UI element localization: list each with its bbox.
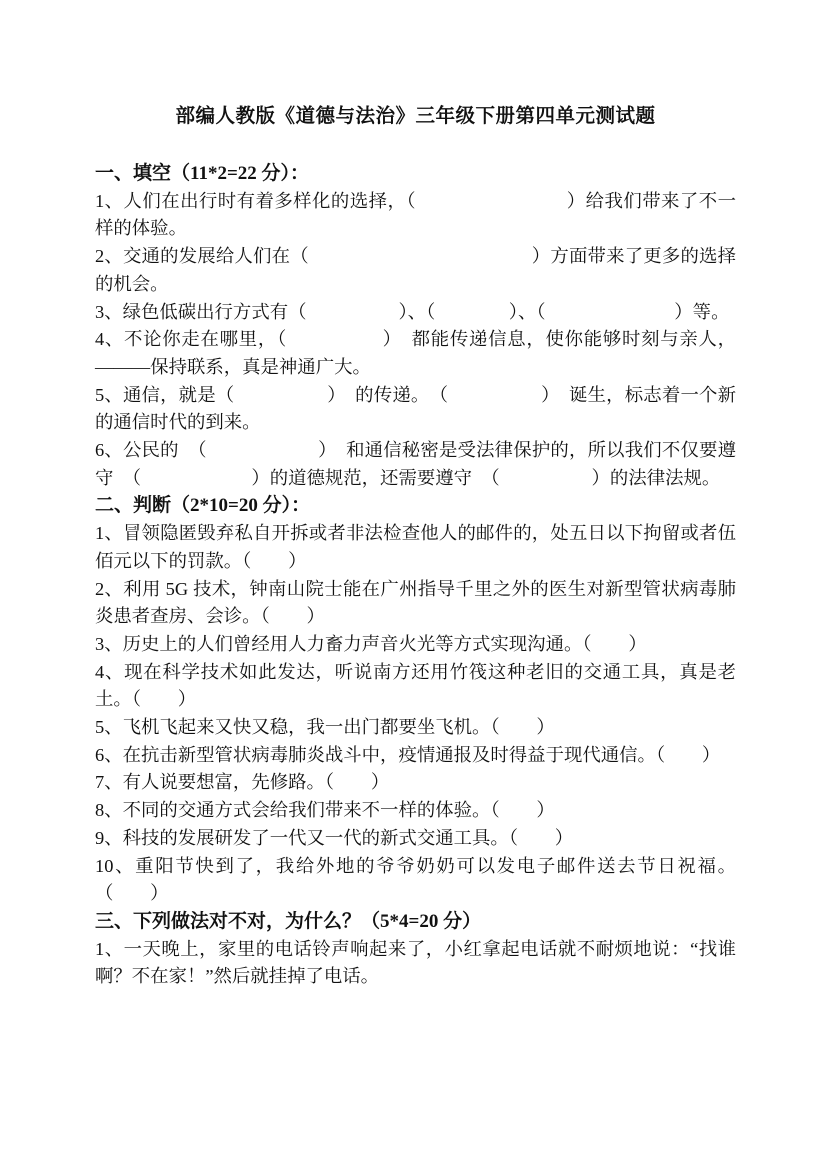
question-item: 9、科技的发展研发了一代又一代的新式交通工具。（ ） xyxy=(95,827,574,848)
question-item: 2、交通的发展给人们在（ ）方面带来了更多的选择的机会。 xyxy=(95,246,736,294)
question-item: 2、利用 5G 技术，钟南山院士能在广州指导千里之外的医生对新型管状病毒肺炎患者查房、会诊。（ ） xyxy=(95,578,736,627)
section-heading: 一、填空（11*2=22 分）： xyxy=(95,163,310,184)
question-item: 1、一天晚上，家里的电话铃声响起来了，小红拿起电话就不耐烦地说：“找谁啊？不在家！”然后就挂掉了电话。 xyxy=(95,938,736,987)
question-item: 7、有人说要想富，先修路。（ ） xyxy=(95,772,390,793)
question-item: 10、重阳节快到了，我给外地的爷爷奶奶可以发电子邮件送去节日祝福。（ ） xyxy=(95,855,736,904)
section-heading: 三、下列做法对不对，为什么？（5*4=20 分） xyxy=(95,910,482,932)
question-item: 1、冒领隐匿毁弃私自开拆或者非法检查他人的邮件的，处五日以下拘留或者伍佰元以下的罚款。（ ） xyxy=(95,523,736,571)
section-heading: 二、判断（2*10=20 分）： xyxy=(95,495,311,517)
question-item: 3、绿色低碳出行方式有（ ）、（ ）、（ ）等。 xyxy=(95,301,730,322)
question-item: 4、不论你走在哪里，（ ） 都能传递信息，使你能够时刻与亲人，———保持联系，真是神通广大。 xyxy=(95,329,736,377)
question-item: 5、飞机飞起来又快又稳，我一出门都要坐飞机。（ ） xyxy=(95,717,555,738)
question-item: 1、人们在出行时有着多样化的选择，（ ）给我们带来了不一样的体验。 xyxy=(95,190,736,239)
page-title: 部编人教版《道德与法治》三年级下册第四单元测试题 xyxy=(175,106,656,127)
question-item: 6、在抗击新型管状病毒肺炎战斗中，疫情通报及时得益于现代通信。（ ） xyxy=(95,744,721,765)
section xyxy=(95,908,736,991)
question-item: 3、历史上的人们曾经用人力畜力声音火光等方式实现沟通。（ ） xyxy=(95,633,647,654)
section xyxy=(95,492,736,908)
question-item: 4、现在科学技术如此发达，听说南方还用竹筏这种老旧的交通工具，真是老土。（ ） xyxy=(95,661,736,710)
section xyxy=(95,160,736,492)
question-item: 5、通信，就是（ ） 的传递。 （ ） 诞生，标志着一个新的通信时代的到来。 xyxy=(95,384,736,433)
sections-container xyxy=(95,160,736,991)
question-item: 8、不同的交通方式会给我们带来不一样的体验。（ ） xyxy=(95,800,555,821)
document-content xyxy=(95,103,736,991)
question-item: 6、公民的 （ ） 和通信秘密是受法律保护的，所以我们不仅要遵守 （ ）的道德规范，还需要遵守 （ ）的法律法规。 xyxy=(95,440,736,488)
